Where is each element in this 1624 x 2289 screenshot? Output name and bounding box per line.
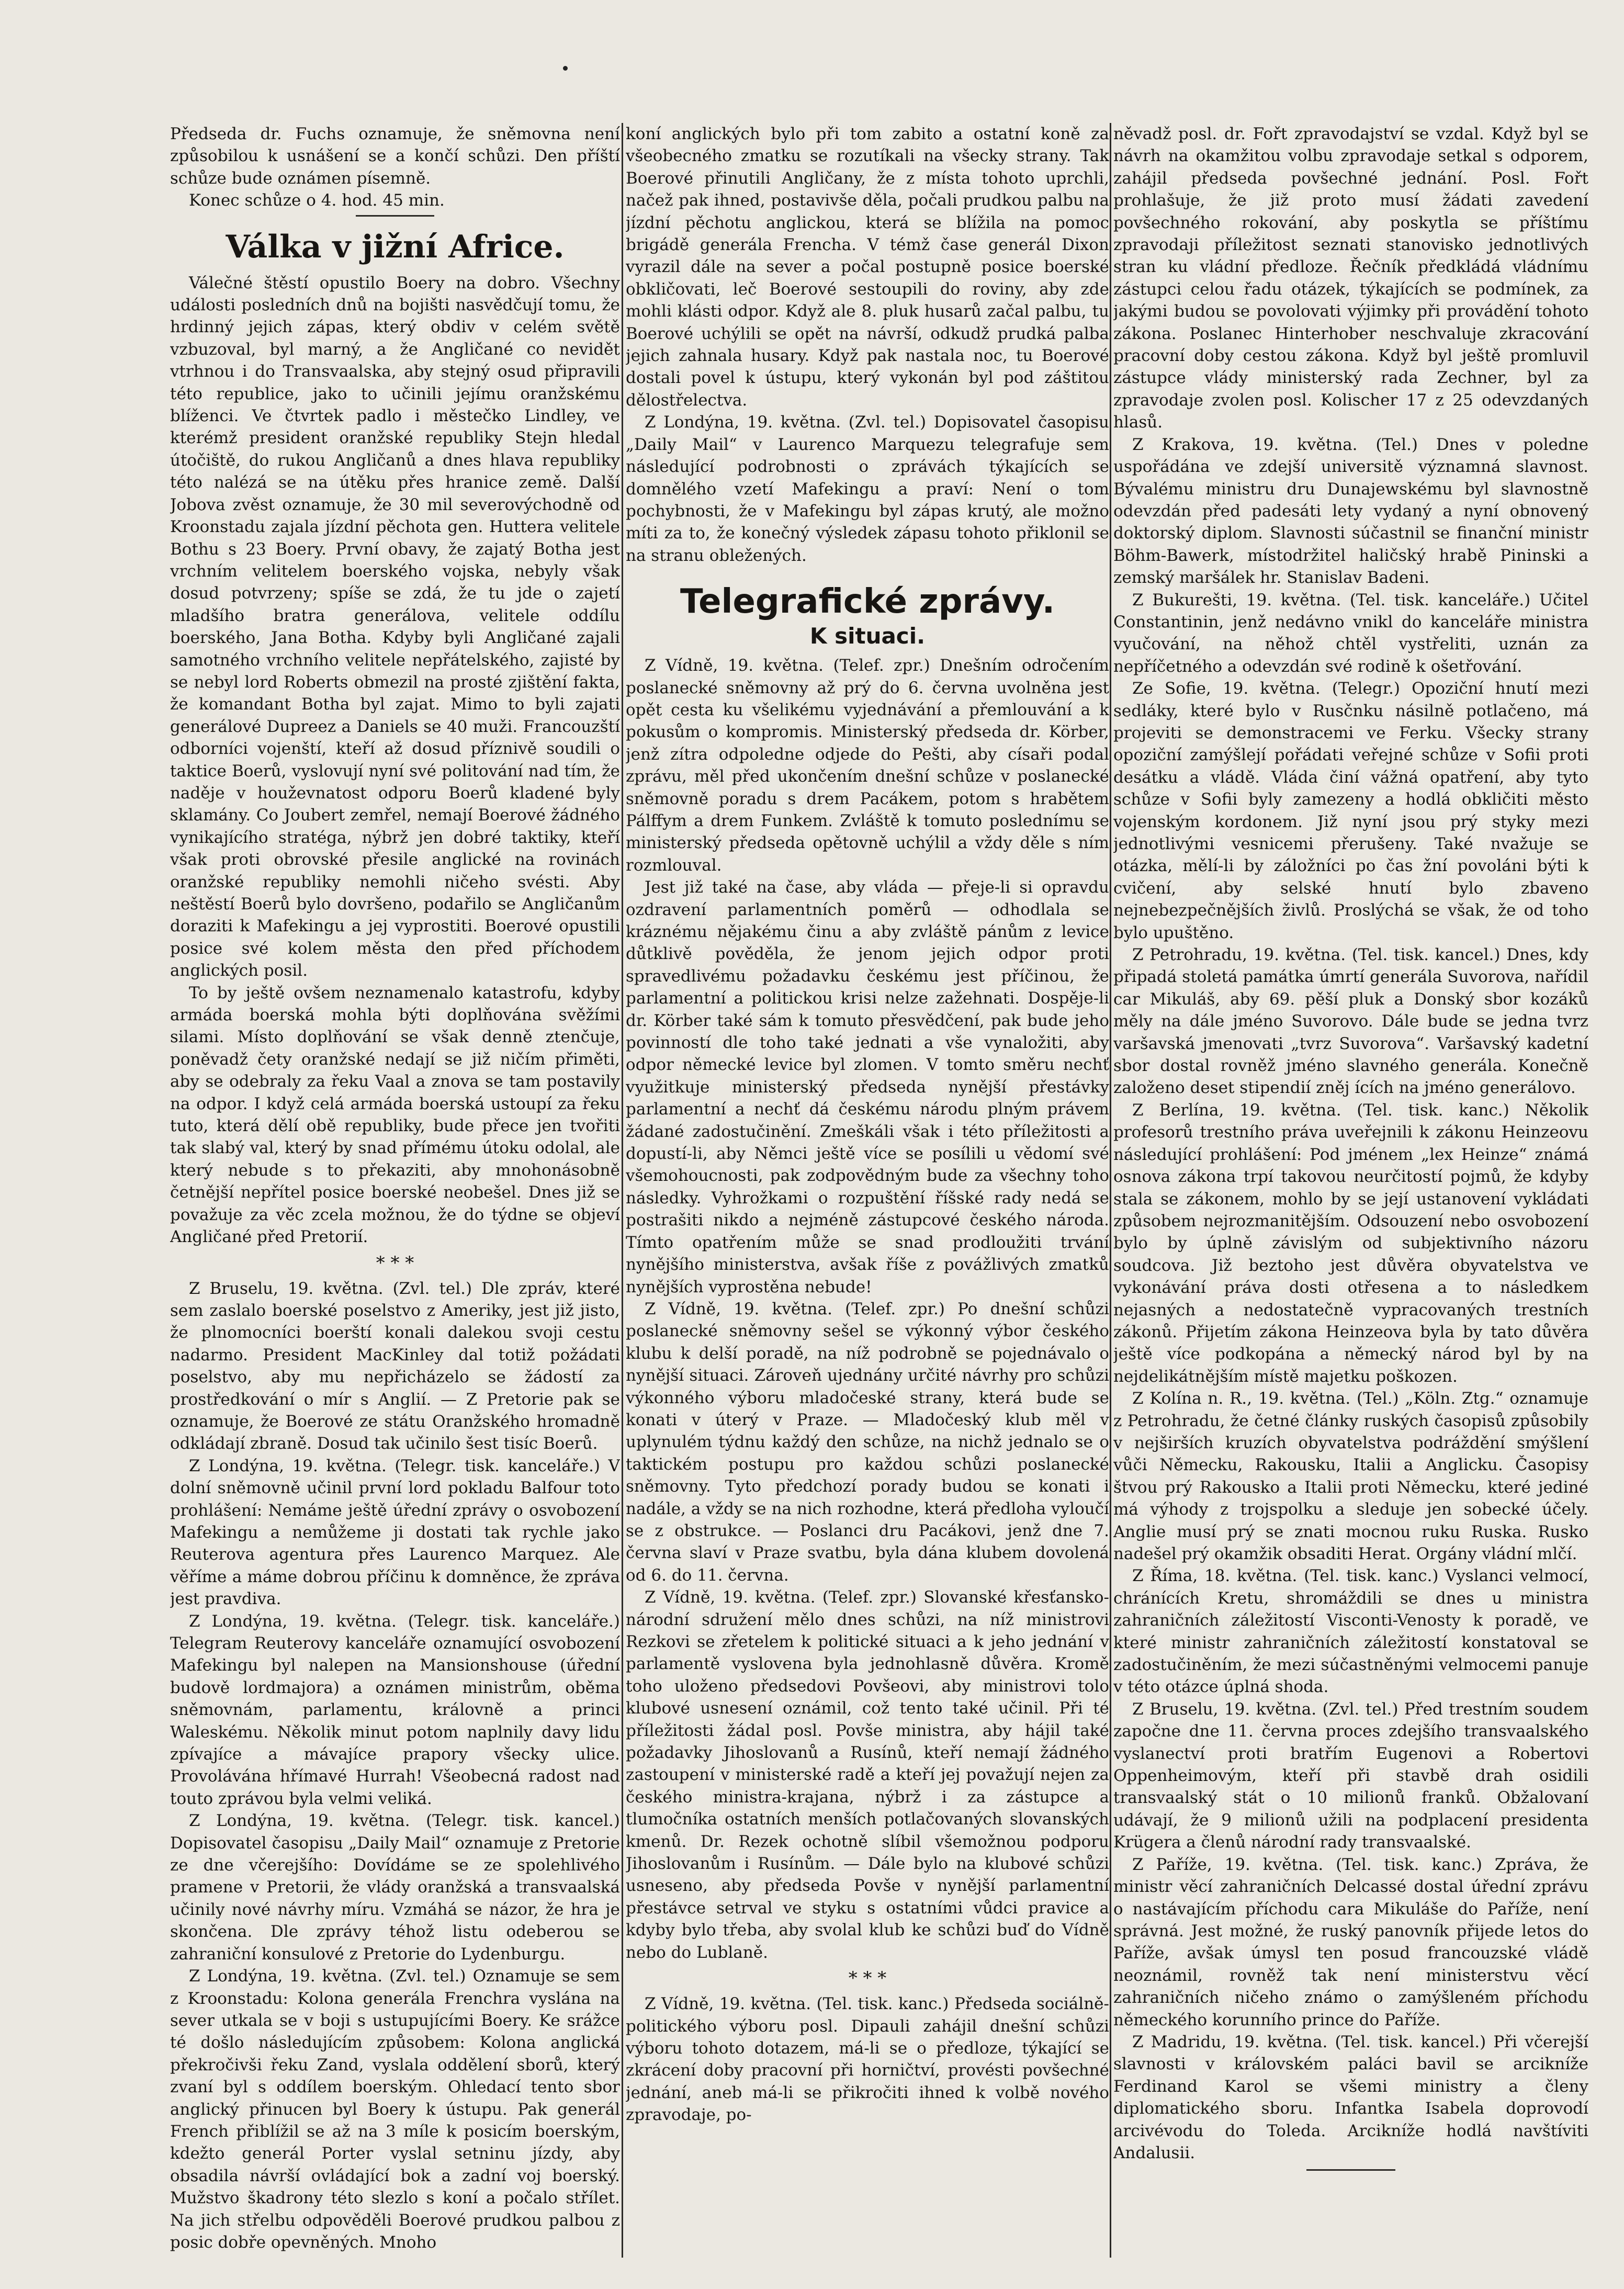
news-item-paris: Z Paříže, 19. května. (Tel. tisk. kanc.) Zpráva, že ministr věcí zahraničních Delcassé dostal úřední zprávu o nastávajícím příchodu cara Mikuláše do Paříže, není správná. Jest možné, že ruský panovník přijede letos do Paříže, avšak úmysl ten posud francouzské vládě neoznámil, rovněž tak není ministerstvu věcí zahraničních ničeho známo o zamýšleném příchodu německého korunního prince do Paříže. [1113,1855,1588,2029]
news-item-petersburg: Z Petrohradu, 19. května. (Tel. tisk. kancel.) Dnes, kdy připadá stoletá památka úmrtí generála Suvorova, nařídil car Mikuláš, aby 69. pěší pluk a Donský sbor kozáků měly na dále jméno Suvorovo. Dále bude se jedna tvrz varšavská jmenovati „tvrz Suvorova“. Varšavský kadetní sbor dostal rovněž jméno slavného generála. Konečně založeno deset stipendií zněj ících na jméno generálovo. [1113,945,1588,1098]
news-item-vienna: Z Vídně, 19. května. (Tel. tisk. kanc.) Předseda sociálně-politického výboru posl. Dipauli zahájil dnešní schůzi výboru tohoto dotazem, má-li se o předloze, týkající se zkrácení doby pracovní při horničtví, provésti povšechné jednání, aneb má-li se přikročiti ihned k volbě nového zpravodaje, po- [626,1994,1109,2125]
news-item-vienna: Z Vídně, 19. května. (Telef. zpr.) Slovanské křesťansko-národní sdružení mělo dnes schůzi, na níž ministrovi Rezkovi se zřetelem k politické situaci a k jeho jednání v parlamentě vyslovena byla jednohlasně důvěra. Kromě toho uloženo předsedovi Povšeovi, aby ministrovi tolo klubové usnesení oznámil, což tento také učinil. Při té příležitosti žádal posl. Povše ministra, aby hájil také požadavky Jihoslovanů a Rusínů, kteří nemají žádného zastoupení v ministerské radě a kteří jej považují nejen za českého ministra-krajana, nýbrž i za zástupce a tlumočníka ostatních menších potlačovaných slovanských kmenů. Dr. Rezek ochotně slíbil všemožnou podporu Jihoslovanům i Rusínům. — Dále bylo na klubové schůzi usneseno, aby předseda Povše v nynější parlamentní přestávce setrval ve styku s ostatními vůdci pravice a kdyby bylo třeba, aby svolal klub ke schůzi buď do Vídně nebo do Lublaně. [626,1588,1109,1962]
news-item-cologne: Z Kolína n. R., 19. května. (Tel.) „Köln. Ztg.“ oznamuje z Petrohradu, že četné články ruských časopisů způsobily v nejširších kruzích obyvatelstva podráždění smýšlení vůči Německu, Rakousku, Italii a Anglicku. Časopisy štvou prý Rakousko a Italii proti Německu, které jediné má výhody z trojspolku a sleduje jen sobecké účely. Anglie musí prý se znati mocnou ruku Ruska. Rusko nadešel prý okamžik obsaditi Herat. Orgány vládní mlčí. [1113,1389,1588,1563]
news-item-vienna: Z Vídně, 19. května. (Telef. zpr.) Po dnešní schůzi poslanecké sněmovny sešel se výkonný výbor českého klubu k delší poradě, na níž podrobně se pojednávalo o nynější situaci. Zároveň ujednány určité návrhy pro schůzi výkonného výboru mladočeské strany, která bude se konati v úterý v Praze. — Mladočeský klub měl v uplynulém týdnu každý den schůze, na nichž jednalo se o taktickém postupu pro každou schůzi poslanecké sněmovny. Tyto předchozí porady budou se konati i nadále, a vždy se na nich rozhodne, která předloha vyloučí se z obstrukce. — Poslanci dru Pacákovi, jenž dne 7. června slaví v Praze svatbu, byla dána klubem dovolená od 6. do 11. června. [626,1299,1109,1585]
column-rule-right [1110,123,1111,2258]
column-left [170,123,620,2268]
parliament-closing-notice: Předseda dr. Fuchs oznamuje, že sněmovna není způsobilou k usnášení se a končí schůzi. Den příští schůze bude oznámen písemně. [170,125,620,188]
news-item-vienna: Z Vídně, 19. května. (Telef. zpr.) Dnešním odročením poslanecké sněmovny až prý do 6. června uvolněna jest opět cesta ku všelikému vyjednávání a přemlouvání a k pokusům o kompromis. Ministerský předseda dr. Körber, jenž zítra odpoledne odjede do Pešti, aby císaři podal zprávu, měl před ukončením dnešní schůze v poslanecké sněmovně poradu s drem Pacákem, potom s hrabětem Pálffym a drem Funkem. Zvláště k tomuto poslednímu se ministerský předseda opětovně uchýlil a vždy děle s ním rozmlouval. [626,656,1109,875]
article-paragraph: Válečné štěstí opustilo Boery na dobro. Všechny události posledních dnů na bojišti nasvědčují tomu, že hrdinný jejich zápas, který obdiv v celém světě vzbuzoval, byl marný, a že Angličané co nevidět vtrhnou i do Transvaalska, aby stejný osud připravili této republice, jako to učinili jejímu oranžskému blíženci. Ve čtvrtek padlo i městečko Lindley, ve kterémž president oranžské republiky Stejn hledal útočiště, do rukou Angličanů a dnes hlava republiky této nalézá se na útěku přes hranice země. Další Jobova zvěst oznamuje, že 30 mil severovýchodně od Kroonstadu zajala jízdní pěchota gen. Huttera velitele Bothu s 23 Boery. První obavy, že zajatý Botha jest vrchním velitelem boerského vojska, nebyly však dosud potvrzeny; spíše se zdá, že tu jde o zajetí mladšího bratra generálova, velitele oddílu boerského, Jana Botha. Kdyby byli Angličané zajali samotného vrchního velitele nepřátelského, zajisté by se nebyl lord Roberts obmezil na prosté zjištění fakta, že komandant Botha byl zajat. Mimo to byli zajati generálové Dupreez a Daniels se 40 muži. Francouzští odborníci vojenští, kteří až dosud příznivě soudili o taktice Boerů, vyslovují nyní své politování nad tím, že naděje v houževnatost odporu Boerů kladené byly sklamány. Co Joubert zemřel, nemají Boerové žádného vynikajícího stratéga, nýbrž jen dobré taktiky, kteří však proti obrovské přesile anglické na rovinách oranžské republiky nemohli ničeho svésti. Aby neštěstí Boerů bylo dovršeno, podařilo se Angličanům doraziti k Mafekingu a jej vyprostiti. Boerové opustili posice své kolem města den před příchodem anglických posil. [170,273,620,980]
asterism-separator: * * * [848,1968,887,1989]
section-rule [356,215,434,217]
news-item-sofia: Ze Sofie, 19. května. (Telegr.) Opoziční hnutí mezi sedláky, které bylo v Rusčnku násilně potlačeno, má projeviti se demonstracemi ve Ferku. Všecky strany opoziční zamýšlejí pořádati veřejné schůze v Sofii proti desátku a vládě. Vláda činí vážná opatření, aby tyto schůze v Sofii byly zamezeny a hodlá obkličiti město vojenským kordonem. Již nyní jsou prý styky mezi jednotlivými vesnicemi přerušeny. Také nvažuje se otázka, mělí-li by záložníci po čas žní povoláni býti k cvičení, aby selské hnutí bylo zbaveno nejnebezpečnějších živlů. Proslýchá se však, že od toho bylo upuštěno. [1113,679,1588,942]
session-end-time: Konec schůze o 4. hod. 45 min. [189,191,445,210]
column-rule-left [622,123,623,2258]
ink-speck [563,66,568,71]
news-item-bucharest: Z Bukurešti, 19. května. (Tel. tisk. kanceláře.) Učitel Constantinin, jenž nedávno vnikl do kanceláře ministra vyučování, na něhož chtěl vystřeliti, uznán za nepříčetného a odevzdán své rodině k ošetřování. [1113,590,1588,676]
news-item-madrid: Z Madridu, 19. května. (Tel. tisk. kancel.) Při včerejší slavnosti v královském paláci bavil se arcikníže Ferdinand Karol se všemi ministry a členy diplomatického sboru. Infantka Isabela doprovodí arcivévodu do Toleda. Arcikníže hodlá navštíviti Andalusii. [1113,2032,1588,2162]
article-continuation: něvadž posl. dr. Fořt zpravodajství se vzdal. Když byl se návrh na okamžitou volbu zpravodaje setkal s odporem, zahájil předseda povšechné jednání. Posl. Fořt prohlašuje, že již proto musí žádati zavedení povšechného rokování, aby poskytla se příštímu zpravodaji příležitost seznati stanovisko jednotlivých stran ku vládní předloze. Řečník předkládá vládnímu zástupci celou řadu otázek, týkajících se podmínek, za jakými budou se povolovati výjimky při provádění tohoto zákona. Poslanec Hinterhober neschvaluje zkracování pracovní doby cestou zákona. Když byl ještě promluvil zástupce vlády ministerský rada Zechner, byl za zpravodaje zvolen posl. Kolischer 17 z 25 odevzdaných hlasů. [1113,125,1588,432]
news-item-london: Z Londýna, 19. května. (Zvl. tel.) Dopisovatel časopisu „Daily Mail“ v Laurenco Marquezu telegrafuje sem následující podrobnosti o zprávách týkajících se domnělého vzetí Mafekingu a praví: Není o tom pochybnosti, že v Mafekingu byl zápas krutý, ale možno míti za to, že konečný výsledek zápasu tohoto přiklonil se na stranu obležených. [626,413,1109,565]
news-item-berlin: Z Berlína, 19. května. (Tel. tisk. kanc.) Několik profesorů trestního práva uveřejnili k zákonu Heinzeovu následující prohlášení: Pod jménem „lex Heinze“ známá osnova zákona trpí takovou neurčitostí pojmů, že kdyby stala se zákonem, mohlo by se její ustanovení vykládati způsobem nejrozmanitějším. Odsouzení nebo osvobození bylo by úplně závislým od subjektivního názoru soudcova. Již beztoho jest důvěra obyvatelstva ve vykonávání práva dosti otřesena a to následkem nejasných a nedostatečně vypracovaných trestních zákonů. Přijetím zákona Heinzeova byla by tato důvěra ještě více podkopána a německý národ byl by na nejdelikátnějším místě majetku poškozen. [1113,1100,1588,1386]
article-continuation: koní anglických bylo při tom zabito a ostatní koně za všeobecného zmatku se rozutíkali na všecky strany. Tak Boerové přinutili Angličany, že z místa tohoto uprchli, načež pak ihned, postavivše děla, počali prudkou palbu na jízdní pěchotu anglickou, která se blížila na pomoc brigádě generála Frencha. V témž čase generál Dixon vyrazil dále na sever a počal postupně posice boerské obkličovati, leč Boerové sestoupili do roviny, aby zde mohli klásti odpor. Když ale 8. pluk husarů začal palbu, tu Boerové uchýlili se opět na návrší, odkudž prudká palba jejich zahnala husary. Když pak nastala noc, tu Boerové dostali povel k ústupu, který vykonán byl pod záštitou dělostřelectva. [626,125,1109,410]
news-item-london: Z Londýna, 19. května. (Zvl. tel.) Oznamuje se sem z Kroonstadu: Kolona generála Frenchra vyslána na sever utkala se v boji s ustupujícími Boery. Ke srážce té došlo následujícím způsobem: Kolona anglická překročivši řeku Zand, vyslala oddělení sborů, který zvaní byl s oddílem boerským. Ohledací tento sbor anglický přinucen byl Boery k ústupu. Pak generál French přiblížil se až na 3 míle k posicím boerským, kdežto generál Porter vyslal setninu jízdy, aby obsadila návrší ovládající bok a zadní voj boerský. Mužstvo škadrony této slezlo s koní a počalo střílet. Na jich střelbu odpověděli Boerové prudkou palbou z posic dobře opevněných. Mnoho [170,1967,620,2252]
news-item-krakow: Z Krakova, 19. května. (Tel.) Dnes v poledne uspořádána ve zdejší universitě významná slavnost. Bývalému ministru dru Dunajewskému byl slavnostně odevzdán před padesáti lety vydaný a nyní obnovený doktorský diplom. Slavnosti súčastnil se finanční ministr Böhm-Bawerk, místodržitel haličský hrabě Pininski a zemský maršálek hr. Stanislav Badeni. [1113,435,1588,588]
article-paragraph: To by ještě ovšem neznamenalo katastrofu, kdyby armáda boerská mohla býti doplňována svěžími silami. Místo doplňování se však denně ztenčuje, poněvadž čety oranžské nedají se již ničím přiměti, aby se odebraly za řeku Vaal a znova se tam postavily na odpor. I když celá armáda boerská ustoupí za řeku tuto, která dělí obě republiky, bude přece jen tvořiti tak slabý val, který by snad přímému útoku odolal, ale který nebude s to překaziti, aby mnohonásobně četnější nepřítel posice boerské neobešel. Dnes již se považuje za věc zcela možnou, že do týdne se objeví Angličané před Pretorií. [170,983,620,1247]
news-item-brussels: Z Bruselu, 19. května. (Zvl. tel.) Dle zpráv, které sem zaslalo boerské poselstvo z Ameriky, jest již jisto, že plnomocníci boerští konali dalekou svoji cestu nadarmo. President MacKinley dal totiž požádati poselstvo, aby mu nepřicházelo se žádostí za prostředkování o mír s Anglií. — Z Pretorie pak se oznamuje, že Boerové ze státu Oranžského hromadně odkládají zbraně. Dosud tak učinilo šest tisíc Boerů. [170,1279,620,1453]
column-right [1113,123,1588,2268]
heading-telegraphic-news: Telegrafické zprávy. [680,582,1055,622]
news-item-london: Z Londýna, 19. května. (Telegr. tisk. kanceláře.) V dolní sněmovně učinil první lord pokladu Balfour toto prohlášení: Nemáme ještě úřední zprávy o osvobození Mafekingu a nemůžeme ji dostati tak rychle jako Reuterova agentura přes Laurenco Marquez. Ale věříme a máme dobrou příčinu k domněnce, že zpráva jest pravdiva. [170,1456,620,1609]
end-rule [1306,2169,1395,2171]
asterism-separator: * * * [376,1252,414,1273]
news-item-rome: Z Říma, 18. května. (Tel. tisk. kanc.) Vyslanci velmocí, chránících Kretu, shromáždili se dnes u ministra zahraničních záležitostí Visconti-Venosty k poradě, ve které ministr zahraničních záležitostí konstatoval se zadostučiněním, že mezi súčastněnými velmocemi panuje v této otázce úplná shoda. [1113,1566,1588,1697]
column-middle [626,123,1109,2268]
news-item-brussels: Z Bruselu, 19. května. (Zvl. tel.) Před trestním soudem započne dne 11. června proces zdejšího transvaalského vyslanectví proti bratřím Eugenovi a Robertovi Oppenheimovým, kteří při stavbě drah osidili transvaalský stát o 10 milionů franků. Obžalovaní udávají, že 9 milionů užili na podplacení presidenta Krügera a členů národní rady transvaalské. [1113,1699,1588,1852]
heading-situation: K situaci. [809,623,926,649]
article-paragraph: Jest již také na čase, aby vláda — přeje-li si opravdu ozdravení parlamentních poměrů — odhodlala se kráznému nějakému činu a aby zvláště pánům z levice důtklivě pověděla, že jenom jejich odpor proti spravedlivému požadavku českému jest příčinou, že parlamentní a politickou krisi nelze zažehnati. Dospěje-li dr. Körber také sám k tomuto přesvědčení, pak bude jeho povinností dle toho také jednati a vše vynaložiti, aby odpor německé levice byl zlomen. V tomto směru nechť využitkuje ministerský předseda nynější přestávky parlamentní a nechť dá českému národu plným právem žádané zadostučinění. Zmeškáli však i této příležitosti a dopustí-li, aby Němci ještě více se posílili u vědomí své všemohoucnosti, pak zodpovědným bude za všechny toho následky. Vyhrožkami o rozpuštění říšské rady nedá se postrašiti nikdo a nejméně zástupcové českého národa. Tímto opatřením může se snad prodloužiti trvání nynějšího ministerstva, avšak říše z povážlivých zmatků nynějších vyprostěna nebude! [626,878,1109,1296]
news-item-london: Z Londýna, 19. května. (Telegr. tisk. kanceláře.) Telegram Reuterovy kanceláře oznamující osvobození Mafekingu byl nalepen na Mansionshouse (úřední budově lordmajora) a oznámen ministrům, oběma sněmovnám, parlamentu, královně a princi Waleskému. Několik minut potom naplnily davy lidu zpívajíce a mávajíce prapory všecky ulice. Provolávána hřímavé Hurrah! Všeobecná radost nad touto zprávou byla velmi veliká. [170,1611,620,1808]
news-item-london: Z Londýna, 19. května. (Telegr. tisk. kancel.) Dopisovatel časopisu „Daily Mail“ oznamuje z Pretorie ze dne včerejšího: Dovídáme se ze spolehlivého pramene v Pretorii, že vlády oranžská a transvaalská učinily nové návrhy míru. Vzmáhá se názor, že hra je skončena. Dle zprávy téhož listu odeberou se zahraniční konsulové z Pretorie do Lydenburgu. [170,1811,620,1964]
heading-war-south-africa: Válka v jižní Africe. [225,228,565,265]
